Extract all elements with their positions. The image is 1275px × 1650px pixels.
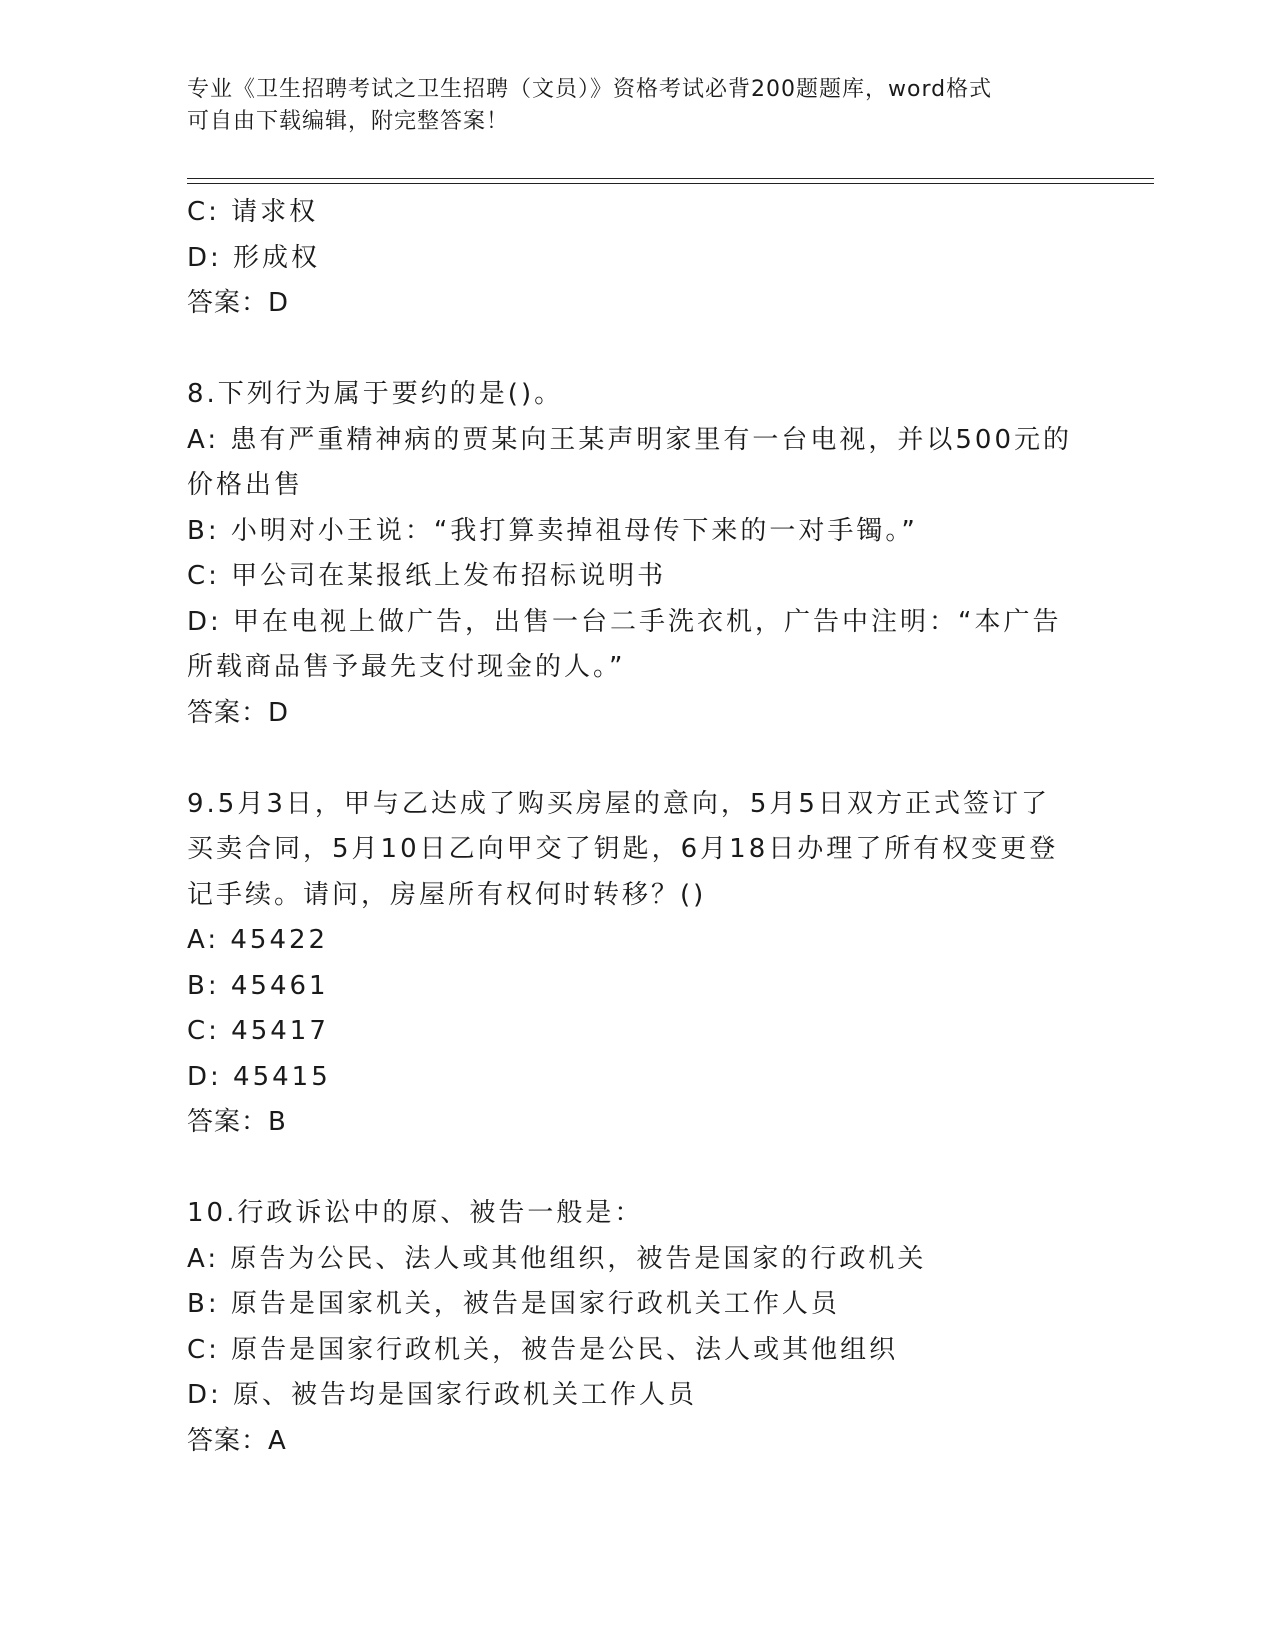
header-line-2: 可自由下载编辑，附完整答案！ bbox=[187, 109, 510, 134]
option-a-continued: 价格出售 bbox=[187, 470, 304, 500]
answer-line: 答案：A bbox=[187, 1425, 287, 1456]
option-d: D: 45415 bbox=[187, 1061, 331, 1092]
option-b: B: 小明对小王说：“我打算卖掉祖母传下来的一对手镯。” bbox=[187, 515, 918, 546]
option-c: C: 甲公司在某报纸上发布招标说明书 bbox=[187, 561, 667, 591]
answer-line: 答案：D bbox=[187, 288, 290, 318]
option-b: B: 原告是国家机关，被告是国家行政机关工作人员 bbox=[187, 1289, 840, 1319]
header-divider-bottom bbox=[187, 183, 1154, 184]
question-block-9 bbox=[187, 782, 1087, 1146]
option-a: A: 患有严重精神病的贾某向王某声明家里有一台电视，并以500元的 bbox=[187, 424, 1072, 455]
option-a: A: 45422 bbox=[187, 925, 329, 955]
option-c: C: 45417 bbox=[187, 1016, 329, 1046]
option-c: C: 原告是国家行政机关，被告是公民、法人或其他组织 bbox=[187, 1334, 899, 1365]
option-d-continued: 所载商品售予最先支付现金的人。” bbox=[187, 652, 626, 682]
option-a: A: 原告为公民、法人或其他组织，被告是国家的行政机关 bbox=[187, 1243, 927, 1274]
question-text-continued: 买卖合同，5月10日乙向甲交了钥匙，6月18日办理了所有权变更登 bbox=[187, 834, 1059, 864]
question-text-continued: 记手续。请问，房屋所有权何时转移？() bbox=[187, 879, 707, 910]
option-d: D: 原、被告均是国家行政机关工作人员 bbox=[187, 1380, 698, 1410]
spacer bbox=[187, 1146, 1087, 1192]
document-header bbox=[187, 74, 1067, 138]
question-text: 10.行政诉讼中的原、被告一般是： bbox=[187, 1198, 644, 1228]
option-c: C: 请求权 bbox=[187, 197, 319, 227]
option-b: B: 45461 bbox=[187, 970, 329, 1001]
question-text: 8.下列行为属于要约的是()。 bbox=[187, 379, 564, 409]
question-block-previous bbox=[187, 190, 1087, 327]
header-line-1: 专业《卫生招聘考试之卫生招聘（文员）》资格考试必背200题题库，word格式 bbox=[187, 77, 993, 102]
spacer bbox=[187, 327, 1087, 373]
document-body bbox=[187, 190, 1087, 1464]
option-d: D: 甲在电视上做广告，出售一台二手洗衣机，广告中注明：“本广告 bbox=[187, 606, 1062, 637]
answer-line: 答案：D bbox=[187, 697, 290, 728]
spacer bbox=[187, 736, 1087, 782]
answer-line: 答案：B bbox=[187, 1107, 287, 1137]
option-d: D: 形成权 bbox=[187, 242, 321, 273]
question-block-10 bbox=[187, 1191, 1087, 1464]
question-text: 9.5月3日，甲与乙达成了购买房屋的意向，5月5日双方正式签订了 bbox=[187, 788, 1050, 819]
question-block-8 bbox=[187, 372, 1087, 736]
header-divider-top bbox=[187, 178, 1154, 179]
